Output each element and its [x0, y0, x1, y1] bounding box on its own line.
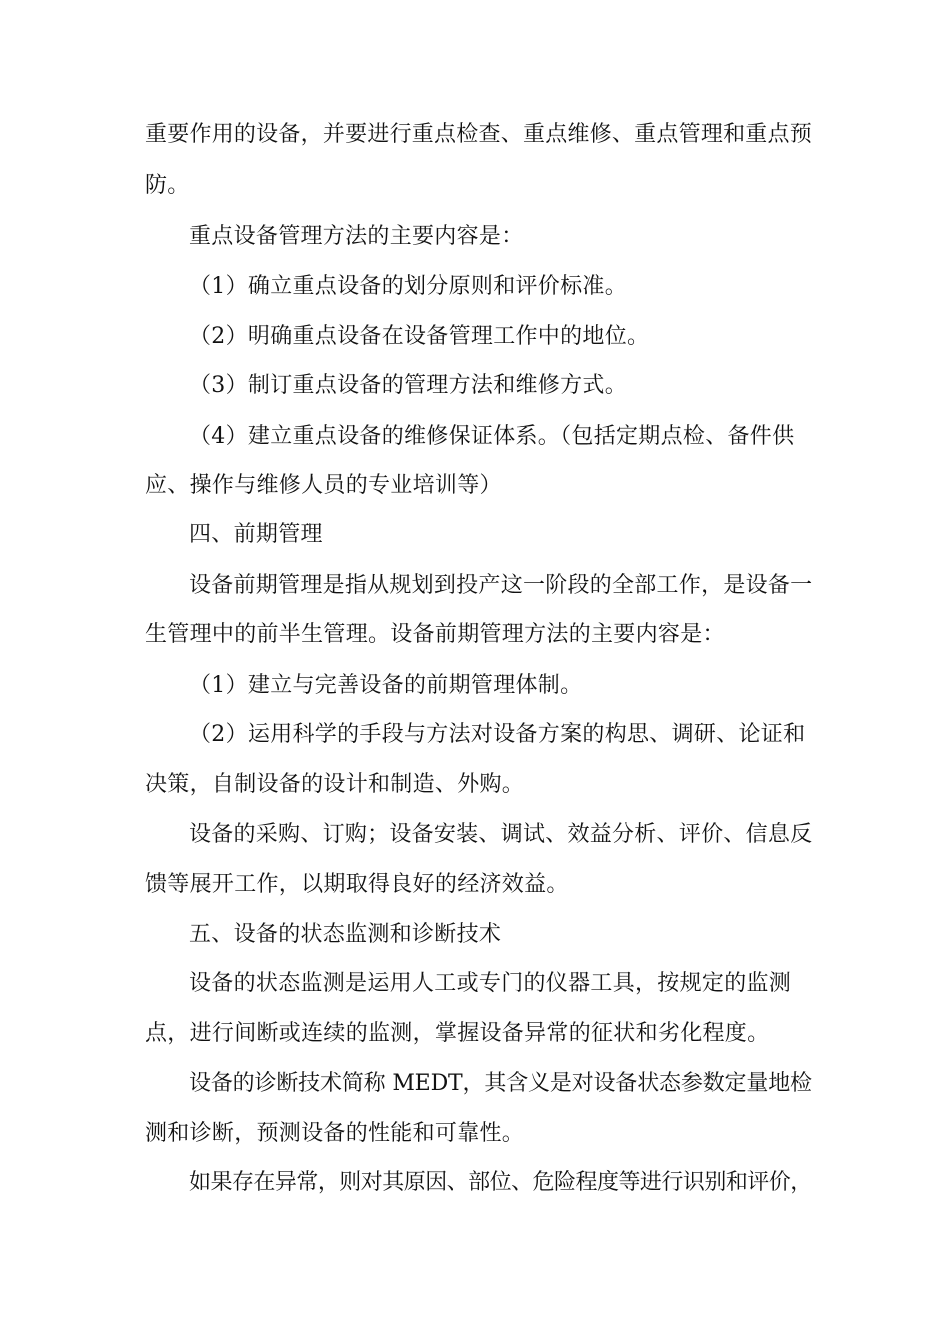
text-line: 如果存在异常，则对其原因、部位、危险程度等进行识别和评价， — [189, 1170, 812, 1195]
list-item: （1）确立重点设备的划分原则和评价标准。 — [189, 274, 627, 299]
text-line: 重点设备管理方法的主要内容是： — [189, 224, 524, 249]
text-line: 生管理中的前半生管理。设备前期管理方法的主要内容是： — [145, 622, 725, 647]
text-line: 重要作用的设备，并要进行重点检查、重点维修、重点管理和重点预 — [145, 122, 813, 147]
list-item: （2）明确重点设备在设备管理工作中的地位。 — [189, 324, 650, 349]
section-heading: 五、设备的状态监测和诊断技术 — [189, 922, 502, 947]
list-item: （2）运用科学的手段与方法对设备方案的构思、调研、论证和 — [189, 722, 806, 747]
list-item: （4）建立重点设备的维修保证体系。（包括定期点检、备件供 — [189, 424, 795, 449]
text-line: 设备的诊断技术简称 MEDT，其含义是对设备状态参数定量地检 — [189, 1071, 812, 1096]
text-line: 设备的状态监测是运用人工或专门的仪器工具，按规定的监测 — [189, 971, 792, 996]
section-heading: 四、前期管理 — [189, 522, 323, 547]
text-line: 设备前期管理是指从规划到投产这一阶段的全部工作，是设备一 — [189, 573, 813, 598]
text-line: 设备的采购、订购；设备安装、调试、效益分析、评价、信息反 — [189, 822, 813, 847]
text-line: 点，进行间断或连续的监测，掌握设备异常的征状和劣化程度。 — [145, 1021, 770, 1046]
text-line: 防。 — [145, 173, 190, 198]
text-line: 决策，自制设备的设计和制造、外购。 — [145, 772, 525, 797]
list-item: （3）制订重点设备的管理方法和维修方式。 — [189, 373, 627, 398]
list-item: （1）建立与完善设备的前期管理体制。 — [189, 673, 583, 698]
text-line: 应、操作与维修人员的专业培训等） — [145, 473, 502, 498]
text-line: 测和诊断，预测设备的性能和可靠性。 — [145, 1121, 525, 1146]
text-line: 馈等展开工作，以期取得良好的经济效益。 — [145, 872, 569, 897]
